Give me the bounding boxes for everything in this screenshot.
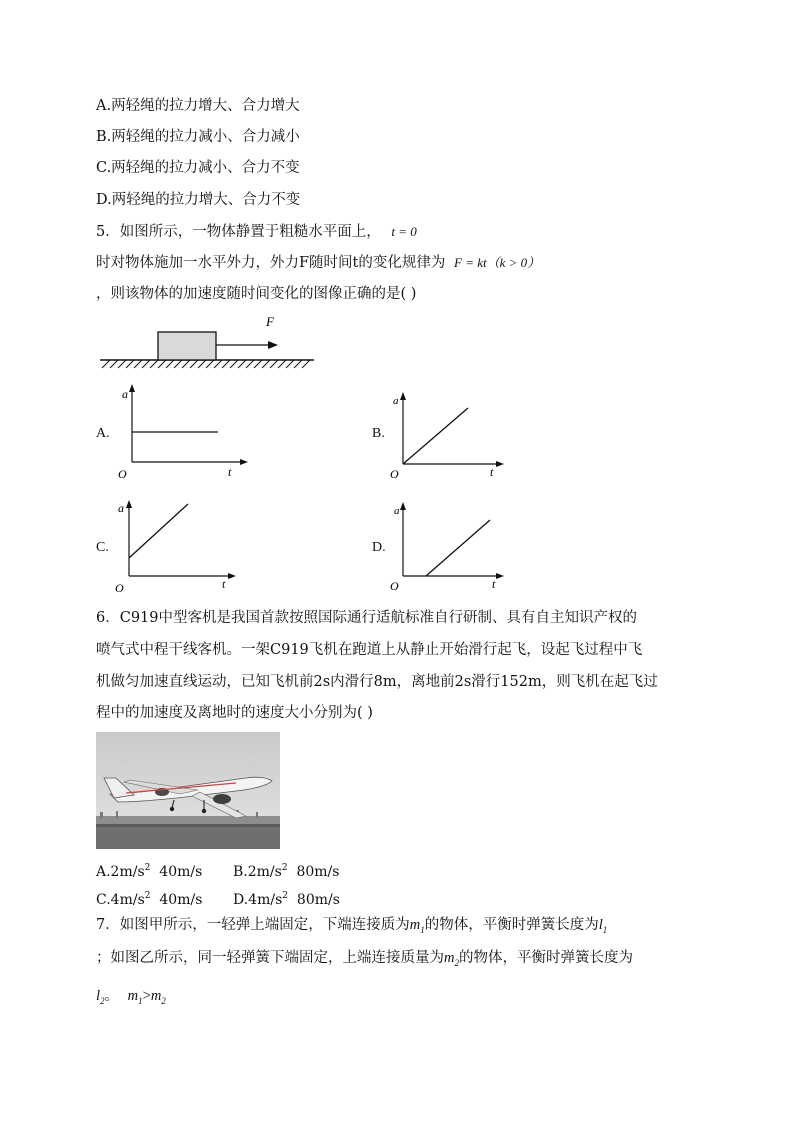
graph-a-y-label: a [122, 387, 128, 401]
q7-line-3: $l_2$。 $m_1>m_2$ [96, 988, 166, 1006]
q5-line-1-math: t = 0 [391, 224, 417, 239]
graph-a-origin: O [118, 467, 127, 481]
q6-option-a: $A.2m/s^2$ 40m/s [96, 863, 203, 880]
graph-b [386, 390, 510, 482]
graph-b-label: B. [372, 426, 385, 441]
q5-line-1-text: 5．如图所示，一物体静置于粗糙水平面上， [96, 224, 381, 240]
force-diagram [96, 312, 320, 372]
graph-d-line [426, 520, 490, 576]
graph-d [386, 498, 510, 596]
force-label: F [266, 314, 274, 329]
graph-d-label: D. [372, 540, 386, 555]
q6-line-2: 喷气式中程干线客机。一架C919飞机在跑道上从静止开始滑行起飞，设起飞过程中飞 [96, 642, 643, 658]
graph-c-line [129, 504, 188, 558]
q5-line-2-math: F = kt（k > 0） [454, 255, 541, 270]
q6-line-3: 机做匀加速直线运动，已知飞机前2s内滑行8m，离地前2s滑行152m，则飞机在起飞过 [96, 674, 658, 690]
graph-b-origin: O [390, 467, 399, 481]
q4-option-d: D.两轻绳的拉力增大、合力不变 [96, 192, 301, 208]
graph-a-x-label: t [228, 465, 232, 479]
graph-d-x-label: t [492, 577, 496, 591]
graph-a [112, 382, 252, 482]
q6-option-d: $D.4m/s^2$ 80m/s [233, 891, 340, 908]
q5-line-2 [96, 253, 540, 273]
q6-option-row-1 [96, 858, 340, 882]
graph-c [112, 496, 242, 596]
graph-c-y-label: a [118, 501, 124, 515]
graph-b-x-label: t [490, 465, 494, 479]
q6-line-1: 6．C919中型客机是我国首款按照国际通行适航标准自行研制、具有自主知识产权的 [96, 610, 637, 626]
q5-line-1 [96, 222, 417, 242]
q5-line-2-text: 时对物体施加一水平外力，外力F随时间t的变化规律为 [96, 255, 446, 271]
graph-b-y-label: a [393, 395, 399, 407]
airplane-photo [96, 732, 280, 849]
q7-m1: $m_1$ [409, 917, 425, 935]
graph-c-origin: O [115, 581, 124, 595]
q4-option-b: B.两轻绳的拉力减小、合力减小 [96, 129, 300, 145]
graph-b-line [403, 408, 468, 464]
q7-l2: $l_2$ [96, 988, 105, 1006]
graph-d-y-label: a [394, 505, 400, 517]
q6-option-c: $C.4m/s^2$ 40m/s [96, 891, 203, 908]
graph-d-origin: O [390, 579, 399, 593]
q4-option-a: A.两轻绳的拉力增大、合力增大 [96, 98, 300, 114]
q6-line-4: 程中的加速度及离地时的速度大小分别为( ) [96, 705, 373, 721]
ground-surface [100, 360, 314, 368]
q5-line-3: ，则该物体的加速度随时间变化的图像正确的是( ) [96, 286, 417, 302]
q7-l1: $l_1$ [598, 917, 608, 935]
q6-option-row-2 [96, 886, 340, 910]
block [158, 332, 216, 360]
q7-mass-compare: $m_1>m_2$ [127, 988, 166, 1006]
q7-line-1: 7．如图甲所示，一轻弹上端固定，下端连接质为$m_1$的物体，平衡时弹簧长度为$l_1$ [96, 917, 608, 935]
graph-c-x-label: t [222, 577, 226, 591]
q6-option-b: $B.2m/s^2$ 80m/s [233, 863, 340, 880]
q4-option-c: C.两轻绳的拉力减小、合力不变 [96, 160, 300, 176]
graph-c-label: C. [96, 540, 109, 555]
q7-m2: $m_2$ [444, 950, 459, 968]
graph-a-label: A. [96, 426, 110, 441]
q7-line-2: ；如图乙所示，同一轻弹簧下端固定，上端连接质量为$m_2$的物体，平衡时弹簧长度为 [96, 950, 633, 968]
